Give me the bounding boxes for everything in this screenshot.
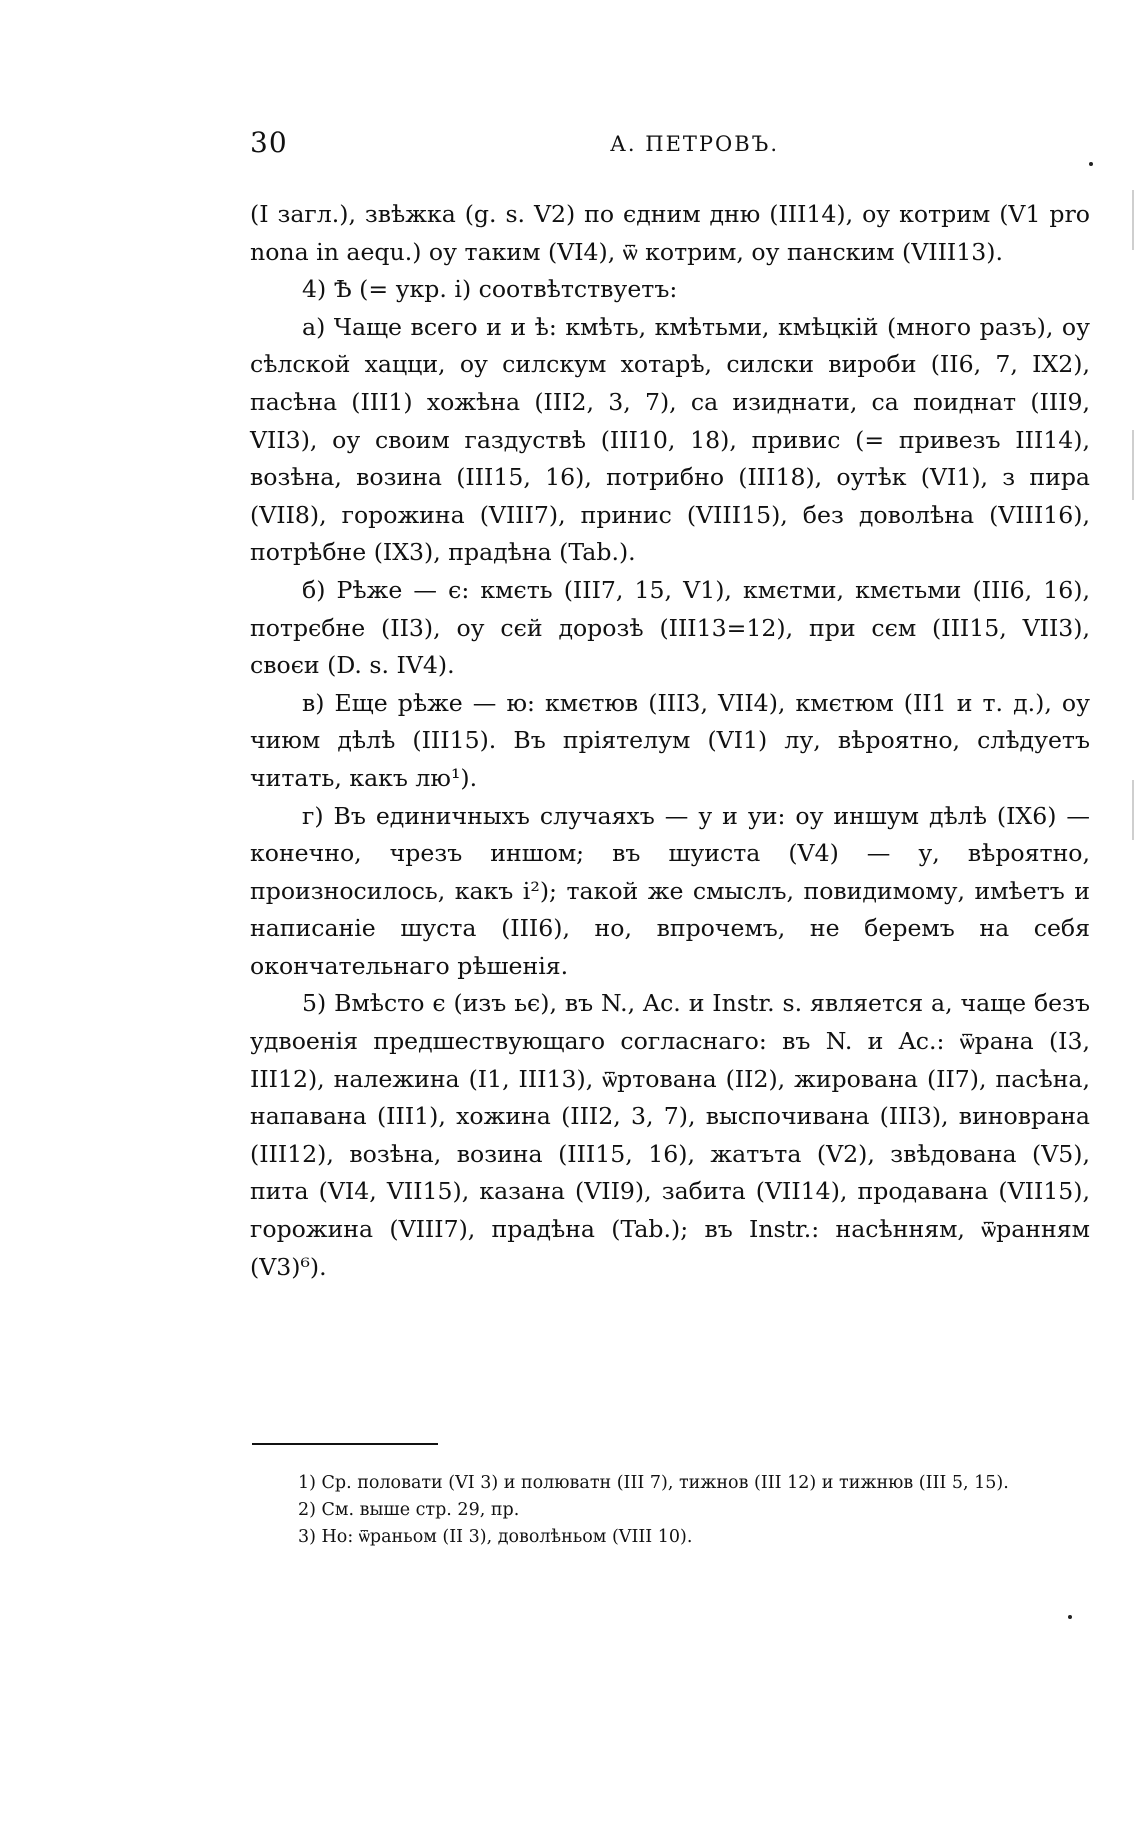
- footnote-1: 1) Ср. половати (VI 3) и полюватн (III 7), тижнов (III 12) и тижнюв (III 5, 15).: [298, 1473, 1009, 1493]
- footnote-2: 2) См. выше стр. 29, пр.: [298, 1500, 520, 1520]
- print-speck: [1089, 162, 1093, 166]
- running-title: А. ПЕТРОВЪ.: [610, 132, 780, 156]
- paragraph-4a: а) Чаще всего и и ѣ: кмѣть, кмѣтьми, кмѣцкій (много разъ), оу сѣлской хацци, оу силскум хотарѣ, силски вироби (II6, 7, IX2), пасѣна (III1) хожѣна (III2, 3, 7), са изиднати, са поиднат (III9, VII3), оу своим газдуствѣ (III10, 18), привис (= привезъ III14), возѣна, возина (III15, 16), потрибно (III18), оутѣк (VI1), з пира (VII8), горожина (VIII7), принис (VIII15), без доволѣна (VIII16), потрѣбне (IX3), прадѣна (Tab.).: [250, 312, 1090, 567]
- footnote-divider: [252, 1443, 438, 1445]
- page-header: [250, 126, 1090, 166]
- print-speck: [1068, 1615, 1072, 1619]
- page-edge-mark: [1132, 430, 1134, 500]
- paragraph-4d: г) Въ единичныхъ случаяхъ — у и уи: оу иншум дѣлѣ (IX6) — конечно, чрезъ иншом; въ шуиста (V4) — у, вѣроятно, произносилось, какъ і²); такой же смыслъ, повидимому, имѣетъ и написаніе шуста (III6), но, впрочемъ, не беремъ на себя окончательнаго рѣшенія.: [250, 801, 1090, 980]
- page-number: 30: [250, 126, 288, 159]
- paragraph-continuation: (I загл.), звѣжка (g. s. V2) по єдним дню (III14), оу котрим (V1 pro nona in aequ.) оу таким (VI4), ѿ котрим, оу панским (VIII13).: [250, 200, 1090, 266]
- paragraph-section-5: 5) Вмѣсто є (изъ ьє), въ N., Ac. и Instr. s. является а, чаще безъ удвоенія предшествующаго согласнаго: въ N. и Ac.: ѿрана (I3, III12), належина (I1, III13), ѿртована (II2), жирована (II7), пасѣна, напавана (III1), хожина (III2, 3, 7), выспочивана (III3), виноврана (III12), возѣна, возина (III15, 16), жатъта (V2), звѣдована (V5), пита (VI4, VII15), казана (VII9), забита (VII14), продавана (VII15), горожина (VIII7), прадѣна (Tab.); въ Instr.: насѣнням, ѿранням (V3)⁶).: [250, 989, 1090, 1281]
- footnotes: [298, 1470, 1098, 1551]
- paragraph-4c: в) Еще рѣже — ю: кмєтюв (III3, VII4), кмєтюм (II1 и т. д.), оу чиюм дѣлѣ (III15). Въ пріятелум (VI1) лу, вѣроятно, слѣдуетъ читать, какъ лю¹).: [250, 688, 1090, 792]
- paragraph-section-4: 4) Ѣ (= укр. і) соотвѣтствуетъ:: [302, 275, 678, 304]
- page-edge-mark: [1132, 190, 1134, 250]
- page-edge-mark: [1132, 780, 1134, 840]
- footnote-3: 3) Но: ѿраньом (II 3), доволѣньом (VIII 10).: [298, 1527, 693, 1547]
- body-text: [250, 196, 1090, 1286]
- paragraph-4b: б) Рѣже — є: кмєть (III7, 15, V1), кмєтми, кмєтьми (III6, 16), потрєбне (II3), оу сєй дорозѣ (III13=12), при сєм (III15, VII3), своєи (D. s. IV4).: [250, 575, 1090, 680]
